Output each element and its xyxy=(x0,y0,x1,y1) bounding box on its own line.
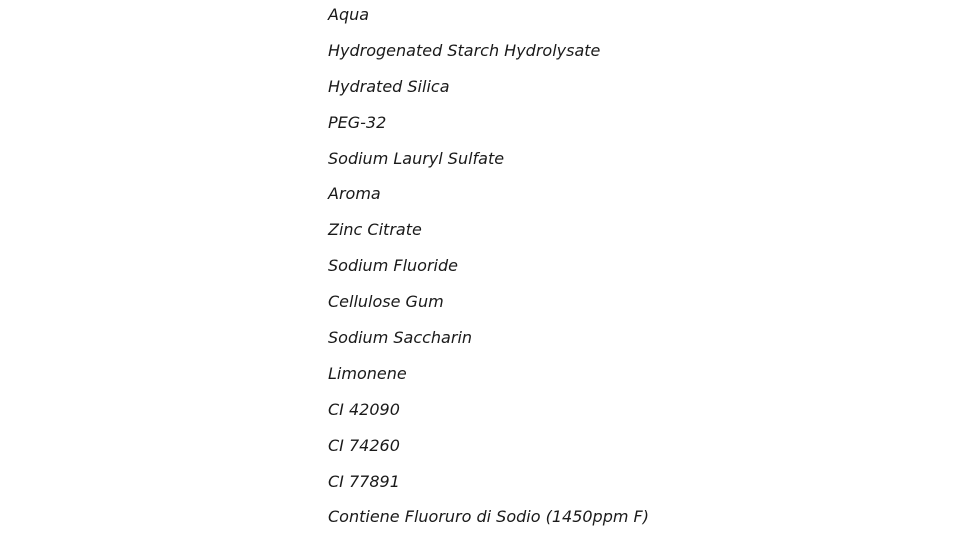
ingredient-item: Cellulose Gum xyxy=(328,292,444,312)
ingredient-item: Hydrogenated Starch Hydrolysate xyxy=(328,40,601,60)
ingredient-item: Aqua xyxy=(328,5,370,24)
fluoride-notice: Contiene Fluoruro di Sodio (1450ppm F) xyxy=(328,507,649,527)
ingredient-item: CI 42090 xyxy=(328,399,400,419)
ingredient-item: CI 74260 xyxy=(328,435,400,455)
ingredient-item: Aroma xyxy=(328,184,381,204)
ingredient-item: CI 77891 xyxy=(328,471,400,491)
ingredient-item: Sodium Fluoride xyxy=(328,256,458,276)
ingredient-item: Hydrated Silica xyxy=(328,76,450,96)
ingredient-item: Sodium Saccharin xyxy=(328,328,473,348)
ingredient-item: PEG-32 xyxy=(328,112,387,132)
ingredient-item: Sodium Lauryl Sulfate xyxy=(328,148,505,168)
ingredient-list xyxy=(328,5,649,543)
ingredient-item: Limonene xyxy=(328,363,407,383)
ingredient-item: Zinc Citrate xyxy=(328,220,422,240)
